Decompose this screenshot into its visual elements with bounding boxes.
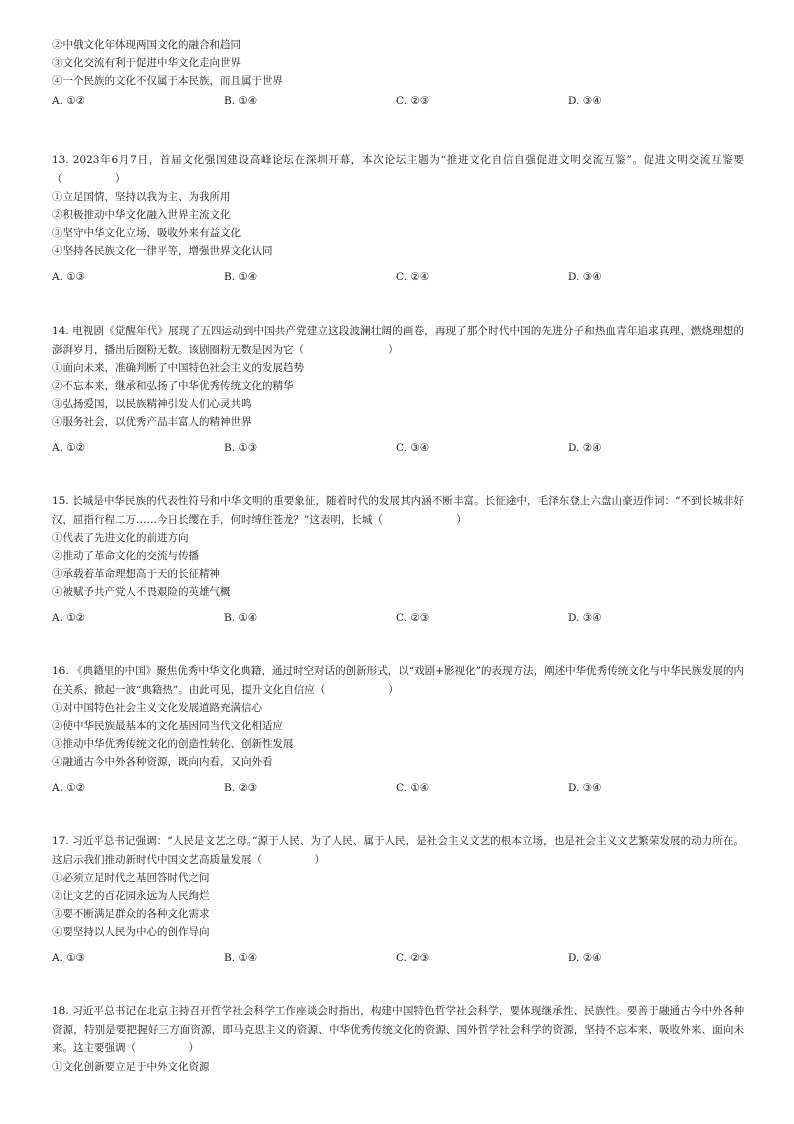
answer-options [52, 609, 744, 627]
statement-item: ④被赋予共产党人不畏艰险的英雄气概 [52, 586, 231, 598]
statement-item: ②中俄文化年体现两国文化的融合和趋同 [52, 39, 241, 51]
statement-item: ③推动中华优秀传统文化的创造性转化、创新性发展 [52, 738, 294, 750]
answer-options [52, 268, 744, 286]
option-b[interactable]: B. ②③ [224, 782, 258, 794]
question-stem: 15. 长城是中华民族的代表性符号和中华文明的重要象征，随着时代的发展其内涵不断丰富。长征途中，毛泽东登上六盘山豪迈作词：“不到长城非好汉，屈指行程二万……今日长缨在手，何时缚住苍龙？”这表明，长城（ ） [52, 495, 744, 526]
option-c[interactable]: C. ②③ [396, 952, 430, 964]
statement-item: ①立足国情，坚持以我为主、为我所用 [52, 191, 231, 203]
answer-options [52, 439, 744, 457]
question-14 [52, 322, 744, 457]
option-b[interactable]: B. ①④ [224, 95, 258, 107]
statement-item: ①面向未来，准确判断了中国特色社会主义的发展趋势 [52, 362, 304, 374]
question-17 [52, 832, 744, 967]
option-a[interactable]: A. ①② [52, 95, 86, 107]
option-c[interactable]: C. ②③ [396, 612, 430, 624]
statement-item: ①代表了先进文化的前进方向 [52, 532, 189, 544]
question-15 [52, 492, 744, 627]
question-12-tail [52, 36, 744, 110]
statement-item: ②推动了革命文化的交流与传播 [52, 550, 199, 562]
statement-item: ②使中华民族最基本的文化基因同当代文化相适应 [52, 720, 283, 732]
option-d[interactable]: D. ③④ [568, 782, 602, 794]
question-16 [52, 662, 744, 797]
statement-item: ③弘扬爱国，以民族精神引发人们心灵共鸣 [52, 398, 252, 410]
answer-options [52, 949, 744, 967]
question-stem: 17. 习近平总书记强调：“人民是文艺之母。”源于人民、为了人民、属于人民，是社会主义文艺的根本立场，也是社会主义文艺繁荣发展的动力所在。这启示我们推动新时代中国文艺高质量发展（ ） [52, 835, 744, 866]
question-stem: 16. 《典籍里的中国》聚焦优秀中华文化典籍，通过时空对话的创新形式，以“戏剧+影视化”的表现方法，阐述中华优秀传统文化与中华民族发展的内在关系，掀起一波“典籍热”。由此可见，提升文化自信应（ ） [52, 665, 744, 696]
option-b[interactable]: B. ①④ [224, 271, 258, 283]
option-d[interactable]: D. ②④ [568, 952, 602, 964]
option-d[interactable]: D. ②④ [568, 442, 602, 454]
statement-item: ②让文艺的百花园永远为人民绚烂 [52, 890, 210, 902]
option-c[interactable]: C. ②④ [396, 271, 430, 283]
question-stem: 13. 2023年6月7日，首届文化强国建设高峰论坛在深圳开幕，本次论坛主题为“推进文化自信自强促进文明交流互鉴”。促进文明交流互鉴要（ ） [52, 154, 744, 185]
statement-item: ③承载着革命理想高于天的长征精神 [52, 568, 220, 580]
statement-item: ③坚守中华文化立场，吸收外来有益文化 [52, 227, 241, 239]
option-a[interactable]: A. ①② [52, 612, 86, 624]
option-c[interactable]: C. ③④ [396, 442, 430, 454]
statement-item: ①必须立足时代之基回答时代之问 [52, 872, 210, 884]
option-c[interactable]: C. ①④ [396, 782, 430, 794]
option-c[interactable]: C. ②③ [396, 95, 430, 107]
answer-options [52, 779, 744, 797]
statement-item: ①文化创新要立足于中外文化资源 [52, 1060, 210, 1073]
option-a[interactable]: A. ①③ [52, 952, 86, 964]
statement-item: ①对中国特色社会主义文化发展道路充满信心 [52, 702, 262, 714]
statement-item: ④一个民族的文化不仅属于本民族，而且属于世界 [52, 75, 283, 87]
option-a[interactable]: A. ①② [52, 782, 86, 794]
statement-item: ④坚持各民族文化一律平等，增强世界文化认同 [52, 245, 273, 257]
option-a[interactable]: A. ①③ [52, 271, 86, 283]
question-stem: 18. 习近平总书记在北京主持召开哲学社会科学工作座谈会时指出，构建中国特色哲学社会科学，要体现继承性、民族性。要善于融通古今中外各种资源，特别是要把握好三方面资源，即马克思主义的资源、中华优秀传统文化的资源、国外哲学社会科学的资源，坚持不忘本来、吸收外来、面向未来。这主要强调（ ） [52, 1005, 744, 1054]
statement-item: ④服务社会，以优秀产品丰富人的精神世界 [52, 416, 252, 428]
answer-options [52, 92, 744, 110]
statement-item: ②积极推动中华文化融入世界主流文化 [52, 209, 231, 221]
question-13 [52, 151, 744, 286]
option-d[interactable]: D. ③④ [568, 271, 602, 283]
question-stem: 14. 电视剧《觉醒年代》展现了五四运动到中国共产党建立这段波澜壮阔的画卷，再现了那个时代中国的先进分子和热血青年追求真理、燃烧理想的澎湃岁月，播出后圈粉无数。该剧圈粉无数是因为它（ ） [52, 325, 744, 356]
option-d[interactable]: D. ③④ [568, 612, 602, 624]
option-b[interactable]: B. ①④ [224, 612, 258, 624]
statement-item: ③文化交流有利于促进中华文化走向世界 [52, 57, 241, 69]
statement-item: ②不忘本来，继承和弘扬了中华优秀传统文化的精华 [52, 380, 294, 392]
statement-item: ④要坚持以人民为中心的创作导向 [52, 926, 210, 938]
question-18 [52, 1002, 744, 1076]
option-a[interactable]: A. ①② [52, 442, 86, 454]
option-b[interactable]: B. ①④ [224, 952, 258, 964]
option-d[interactable]: D. ③④ [568, 95, 602, 107]
statement-item: ④融通古今中外各种资源，既向内看，又向外看 [52, 756, 273, 768]
statement-item: ③要不断满足群众的各种文化需求 [52, 908, 210, 920]
option-b[interactable]: B. ①③ [224, 442, 258, 454]
